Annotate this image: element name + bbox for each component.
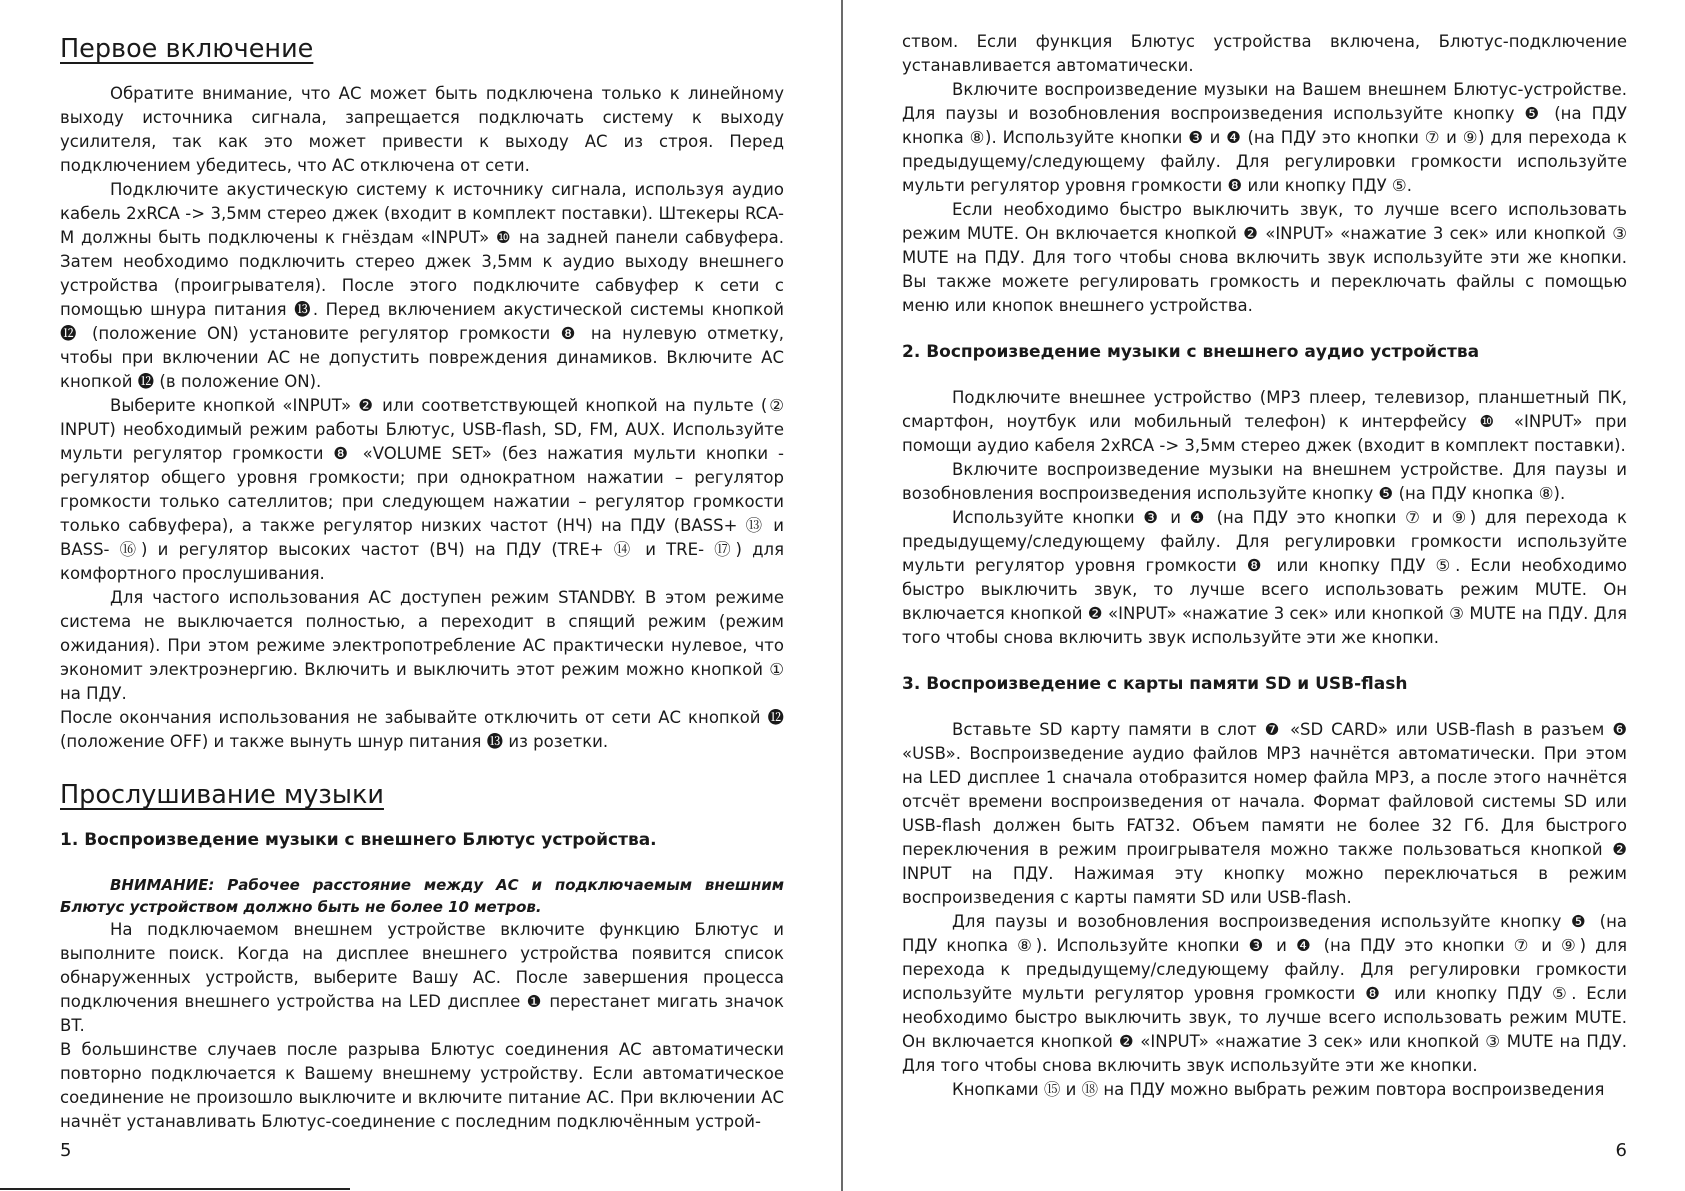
right-page: [844, 0, 1685, 1191]
paragraph-bt-playback: Включите воспроизведение музыки на Вашем внешнем Блютус-устройстве. Для паузы и возобновления воспроизведения используйте кнопку ❺ (на ПДУ кнопка ⑧). Используйте кнопки ❸ и ❹ (на ПДУ это кнопки ⑦ и ⑨) для перехода к предыдущему/следующему файлу. Для регулировки громкости используйте мульти регулятор уровня громкости ❽ или кнопку ПДУ ⑤.: [902, 80, 1627, 195]
subheading-bluetooth: 1. Воспроизведение музыки с внешнего Блютус устройства.: [60, 830, 657, 850]
page-divider: [841, 0, 843, 1191]
paragraph-aux-playback: Включите воспроизведение музыки на внешнем устройстве. Для паузы и возобновления воспроизведения используйте кнопку ❺ (на ПДУ кнопка ⑧).: [902, 460, 1627, 503]
paragraph-sd-insert: Вставьте SD карту памяти в слот ❼ «SD CARD» или USB-flash в разъем ❻ «USB». Воспроизведение аудио файлов MP3 начнётся автоматически. При этом на LED дисплее 1 сначала отобразится номер файла MP3, а после этого начнётся отсчёт времени воспроизведения от начала. Формат файловой системы SD или USB-flash должен быть FAT32. Объем памяти не более 32 Гб. Для быстрого переключения в режим проигрывателя можно также пользоваться кнопкой ❷ INPUT на ПДУ. Нажимая эту кнопку можно переключаться в режим воспроизведения с карты памяти SD или USB-flash.: [902, 720, 1627, 907]
bottom-rule: [0, 1188, 350, 1190]
paragraph-connection: Подключите акустическую систему к источнику сигнала, используя аудио кабель 2xRCA -> 3,5мм стерео джек (входит в комплект поставки). Штекеры RCA-M должны быть подключены к гнёздам «INPUT» ❿ на задней панели сабвуфера. Затем необходимо подключить стерео джек 3,5мм к аудио выходу внешнего устройства (проигрывателя). После этого подключите сабвуфер к сети с помощью шнура питания ⓭. Перед включением акустической системы кнопкой ⓬ (положение ON) установите регулятор громкости ❽ на нулевую отметку, чтобы при включении АС не допустить повреждения динамиков. Включите АС кнопкой ⓬ (в положение ON).: [60, 180, 784, 391]
subheading-sd-usb: 3. Воспроизведение с карты памяти SD и USB-flash: [902, 674, 1408, 694]
heading-listening: Прослушивание музыки: [60, 780, 384, 810]
paragraph-sd-controls: Для паузы и возобновления воспроизведения используйте кнопку ❺ (на ПДУ кнопка ⑧). Используйте кнопки ❸ и ❹ (на ПДУ это кнопки ⑦ и ⑨) для перехода к предыдущему/следующему файлу. Для регулировки громкости используйте мульти регулятор уровня громкости ❽ или кнопку ПДУ ⑤. Если необходимо быстро выключить звук, то лучше всего использовать режим MUTE. Он включается кнопкой ❷ «INPUT» «нажатие 3 сек» или кнопкой ③ MUTE на ПДУ. Для того чтобы снова включить звук используйте эти же кнопки.: [902, 912, 1627, 1075]
paragraph-line-output-warning: Обратите внимание, что АС может быть подключена только к линейному выходу источника сигнала, запрещается подключать систему к выходу усилителя, так как это может привести к выходу АС из строя. Перед подключением убедитесь, что АС отключена от сети.: [60, 84, 784, 175]
subheading-aux: 2. Воспроизведение музыки с внешнего аудио устройства: [902, 342, 1480, 362]
paragraph-bt-auto: ством. Если функция Блютус устройства включена, Блютус-подключение устанавливается автоматически.: [902, 32, 1627, 75]
paragraph-aux-controls: Используйте кнопки ❸ и ❹ (на ПДУ это кнопки ⑦ и ⑨) для перехода к предыдущему/следующему файлу. Для регулировки громкости используйте мульти регулятор уровня громкости ❽ или кнопку ПДУ ⑤. Если необходимо быстро выключить звук, то лучше всего использовать режим MUTE. Он включается кнопкой ❷ «INPUT» «нажатие 3 сек» или кнопкой ③ MUTE на ПДУ. Для того чтобы снова включить звук используйте эти же кнопки.: [902, 508, 1627, 647]
paragraph-bt-reconnect: В большинстве случаев после разрыва Блютус соединения АС автоматически повторно подключается к Вашему внешнему устройству. Если автоматическое соединение не произошло выключите и включите питание АС. При включении АС начнёт устанавливать Блютус-соединение с последним подключённым устрой-: [60, 1040, 784, 1131]
paragraph-power-off: После окончания использования не забывайте отключить от сети АС кнопкой ⓬ (положение OFF) и также вынуть шнур питания ⓭ из розетки.: [60, 708, 784, 751]
paragraph-aux-connect: Подключите внешнее устройство (MP3 плеер, телевизор, планшетный ПК, смартфон, ноутбук или мобильный телефон) к интерфейсу ❿ «INPUT» при помощи аудио кабеля 2xRCA -> 3,5мм стерео джек (входит в комплект поставки).: [902, 388, 1627, 455]
warning-distance: ВНИМАНИЕ: Рабочее расстояние между АС и подключаемым внешним Блютус устройством должно быть не более 10 метров.: [60, 876, 784, 916]
paragraph-bt-pairing: На подключаемом внешнем устройстве включите функцию Блютус и выполните поиск. Когда на дисплее внешнего устройства появится список обнаруженных устройств, выберите Вашу АС. После завершения процесса подключения внешнего устройства на LED дисплее ❶ перестанет мигать значок BT.: [60, 920, 784, 1035]
paragraph-mute: Если необходимо быстро выключить звук, то лучше всего использовать режим MUTE. Он включается кнопкой ❷ «INPUT» «нажатие 3 сек» или кнопкой ③ MUTE на ПДУ. Для того чтобы снова включить звук используйте эти же кнопки. Вы также можете регулировать громкость и переключать файлы с помощью меню или кнопок внешнего устройства.: [902, 200, 1627, 315]
left-page: [0, 0, 842, 1191]
page-number-right: 6: [1615, 1140, 1627, 1161]
heading-first-power-on: Первое включение: [60, 34, 314, 64]
page-number-left: 5: [60, 1140, 72, 1161]
paragraph-standby: Для частого использования АС доступен режим STANDBY. В этом режиме система не выключается полностью, а переходит в спящий режим (режим ожидания). При этом режиме электропотребление АС практически нулевое, что экономит электроэнергию. Включить и выключить этот режим можно кнопкой ① на ПДУ.: [60, 588, 784, 703]
paragraph-mode-select: Выберите кнопкой «INPUT» ❷ или соответствующей кнопкой на пульте (② INPUT) необходимый режим работы Блютус, USB-flash, SD, FM, AUX. Используйте мульти регулятор громкости ❽ «VOLUME SET» (без нажатия мульти кнопки - регулятор общего уровня громкости; при однократном нажатии – регулятор громкости только сателлитов; при следующем нажатии – регулятор громкости только сабвуфера), а также регулятор низких частот (НЧ) на ПДУ (BASS+ ⑬ и BASS- ⑯) и регулятор высоких частот (ВЧ) на ПДУ (TRE+ ⑭ и TRE- ⑰) для комфортного прослушивания.: [60, 396, 784, 583]
paragraph-repeat: Кнопками ⑮ и ⑱ на ПДУ можно выбрать режим повтора воспроизведения: [952, 1080, 1605, 1099]
